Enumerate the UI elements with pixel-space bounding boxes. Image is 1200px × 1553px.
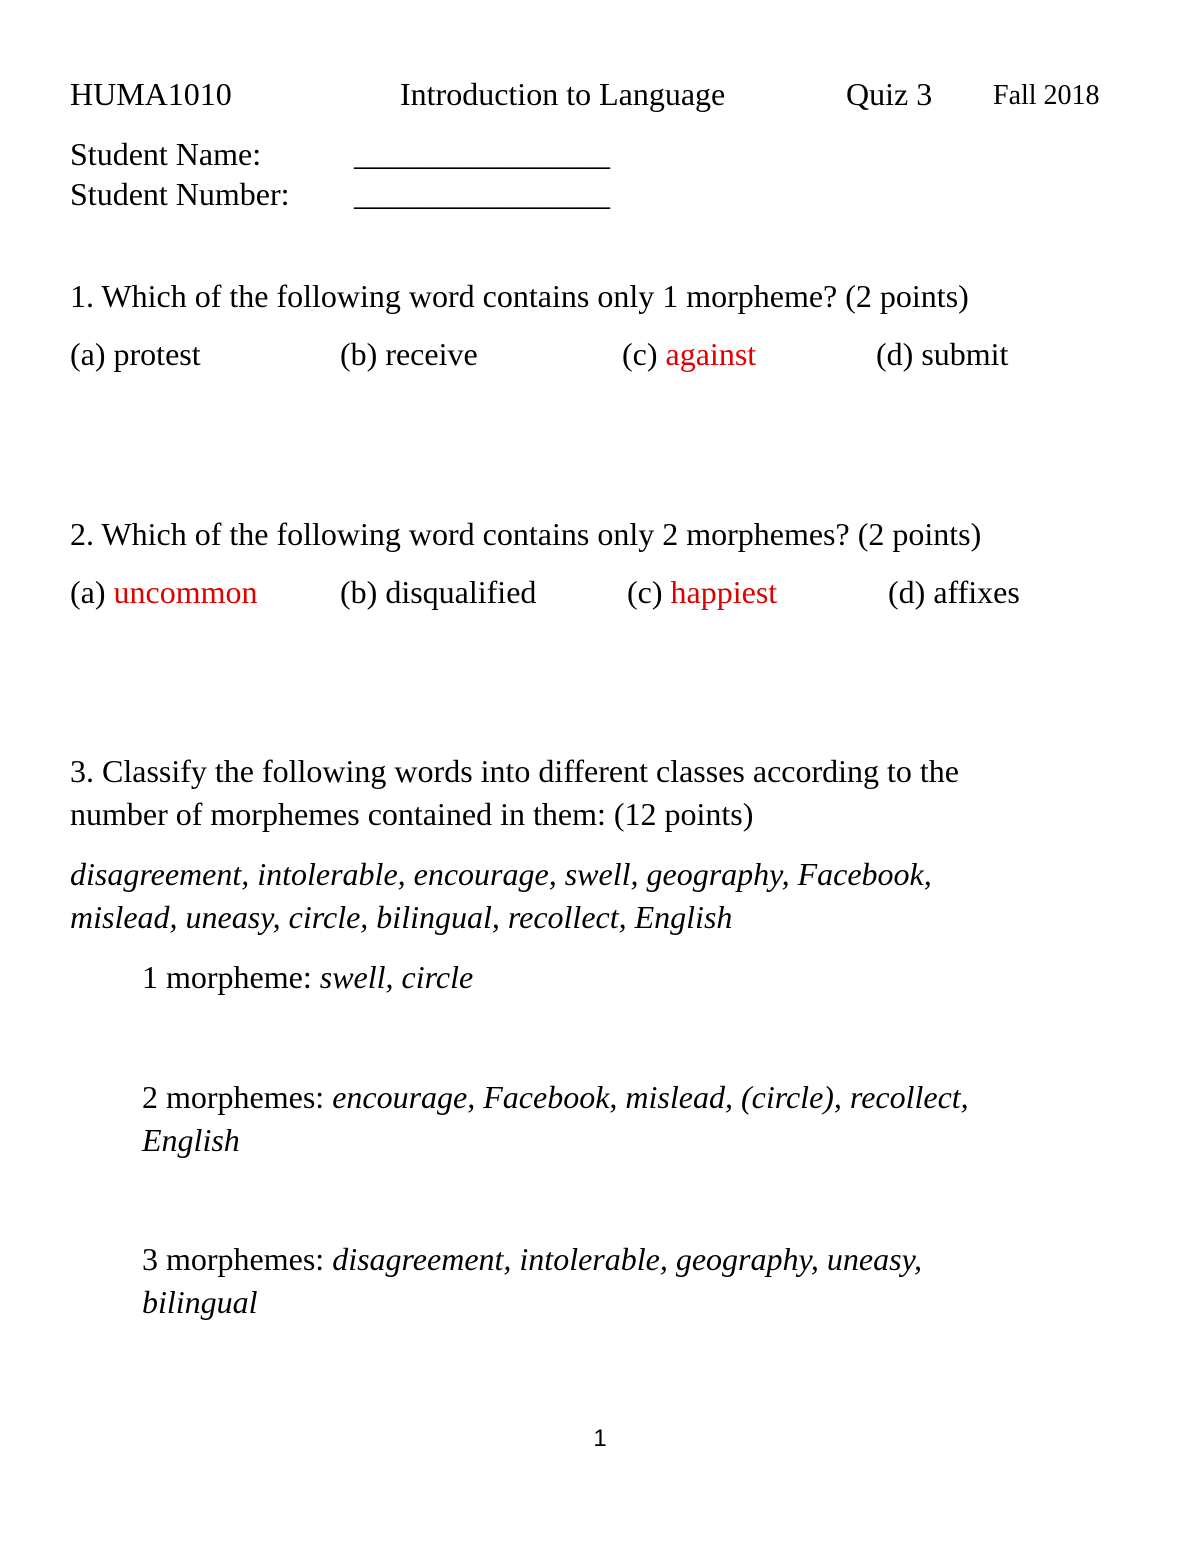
student-name-blank: ________________ (354, 136, 610, 172)
question-1-text: 1. Which of the following word contains only 1 morpheme? (2 points) (70, 278, 969, 314)
answer-3-morphemes: 3 morphemes: disagreement, intolerable, geography, uneasy, (142, 1241, 923, 1277)
q2-option-a: (a) uncommon (70, 574, 258, 610)
student-number-label: Student Number: (70, 176, 290, 212)
student-name-label: Student Name: (70, 136, 262, 172)
q2-option-c: (c) happiest (627, 574, 778, 610)
q1-correct-answer: against (665, 336, 757, 372)
student-number-blank: ________________ (354, 176, 610, 212)
answer-2-morphemes-cont: English (142, 1122, 240, 1158)
answer-2-morphemes: 2 morphemes: encourage, Facebook, mislead, (circle), recollect, (142, 1079, 969, 1115)
q2-correct-answer-a: uncommon (113, 574, 258, 610)
question-2-text: 2. Which of the following word contains only 2 morphemes? (2 points) (70, 516, 982, 552)
q1-option-c: (c) against (622, 336, 757, 372)
q2-option-b: (b) disqualified (340, 574, 537, 610)
answer-1-morpheme: 1 morpheme: swell, circle (142, 959, 474, 995)
q1-option-a: (a) protest (70, 336, 201, 372)
course-code: HUMA1010 (70, 76, 232, 112)
term-label: Fall 2018 (993, 80, 1100, 111)
q2-option-d: (d) affixes (888, 574, 1020, 610)
quiz-label: Quiz 3 (846, 76, 933, 112)
q2-correct-answer-c: happiest (670, 574, 778, 610)
q3-word-list-line2: mislead, uneasy, circle, bilingual, recollect, English (70, 899, 733, 935)
q1-option-d: (d) submit (876, 336, 1009, 372)
answer-3-morphemes-cont: bilingual (142, 1284, 258, 1320)
course-title: Introduction to Language (400, 76, 726, 112)
page-number: 1 (593, 1425, 607, 1452)
question-3-text-line1: 3. Classify the following words into different classes according to the (70, 753, 959, 789)
q3-word-list-line1: disagreement, intolerable, encourage, swell, geography, Facebook, (70, 856, 932, 892)
q1-option-b: (b) receive (340, 336, 478, 372)
question-3-text-line2: number of morphemes contained in them: (12 points) (70, 796, 754, 832)
